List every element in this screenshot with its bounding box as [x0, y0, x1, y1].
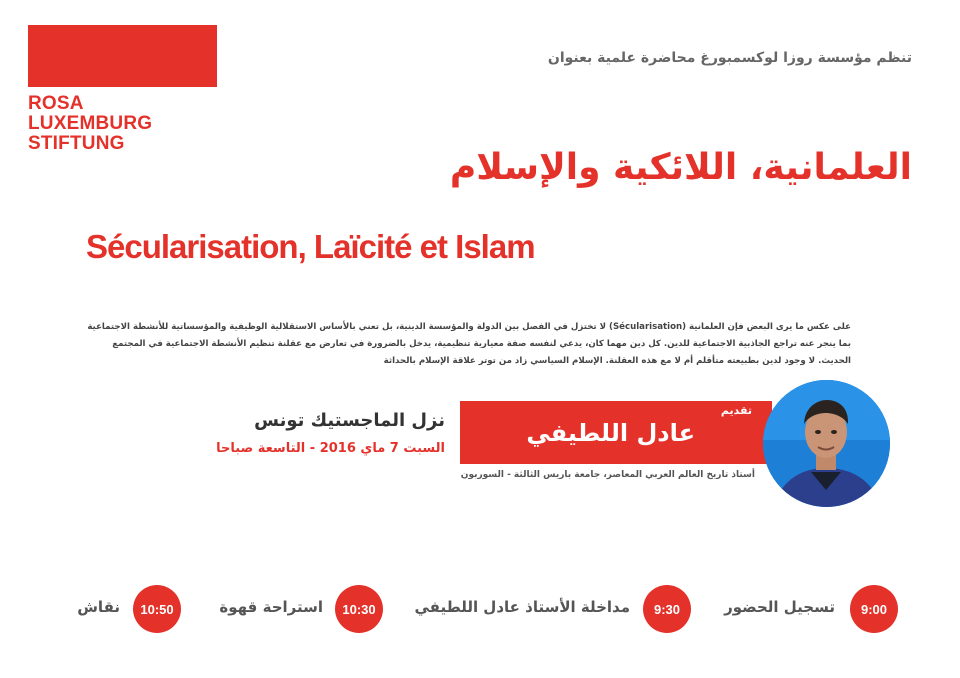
- speaker-portrait-icon: [763, 380, 890, 507]
- logo-line-3: STIFTUNG: [28, 133, 125, 154]
- schedule-time-badge: 10:50: [133, 585, 181, 633]
- schedule-time-badge: 9:00: [850, 585, 898, 633]
- speaker-photo: [763, 380, 890, 507]
- schedule-time-badge: 9:30: [643, 585, 691, 633]
- logo-line-2: LUXEMBURG: [28, 113, 153, 134]
- title-arabic: العلمانية، اللائكية والإسلام: [449, 147, 912, 188]
- speaker-name: عادل اللطيفي: [526, 419, 695, 447]
- schedule-label: استراحة قهوة: [219, 598, 323, 616]
- presented-by-label: تقديم: [720, 404, 752, 417]
- schedule-label: مداخلة الأستاذ عادل اللطيفي: [414, 598, 630, 616]
- logo-block: [28, 25, 217, 87]
- speaker-title: أستاذ تاريخ العالم العربي المعاصر، جامعة باريس الثالثة - السوربون: [460, 470, 755, 480]
- lecture-description: على عكس ما يرى البعض فإن العلمانية (Sécularisation) لا تختزل في الفصل بين الدولة والمؤسسة الدينية، بل تعني بالأساس الاستقلالية الوظيفية والمؤسساتية للأنشطة الاجتماعية بما ينجر عنه تراجع الجاذبية الاجتماعية للدين. كل دين مهما كان، يدعي لنفسه صفة معيارية تنظيمية، يدخل بالضرورة في تعارض مع عقلنة تنظيم الأنشطة الاجتماعية في المجتمع الحديث. لا وجود لدين بطبيعته متأقلم أم لا مع هذه العقلنة. الإسلام السياسي زاد من توتر علاقة الإسلام بالحداثة: [87, 322, 851, 366]
- schedule-label: تسجيل الحضور: [724, 598, 835, 616]
- schedule-time-badge: 10:30: [335, 585, 383, 633]
- title-french: Sécularisation, Laïcité et Islam: [86, 228, 535, 265]
- logo-wordmark: [28, 94, 238, 154]
- organizer-intro: تنظم مؤسسة روزا لوكسمبورغ محاضرة علمية بعنوان: [547, 50, 912, 66]
- event-date: السبت 7 ماي 2016 - التاسعة صباحا: [216, 441, 445, 456]
- schedule-label: نقاش: [77, 598, 120, 616]
- logo-line-1: ROSA: [28, 93, 84, 114]
- venue: نزل الماجستيك تونس: [254, 410, 445, 431]
